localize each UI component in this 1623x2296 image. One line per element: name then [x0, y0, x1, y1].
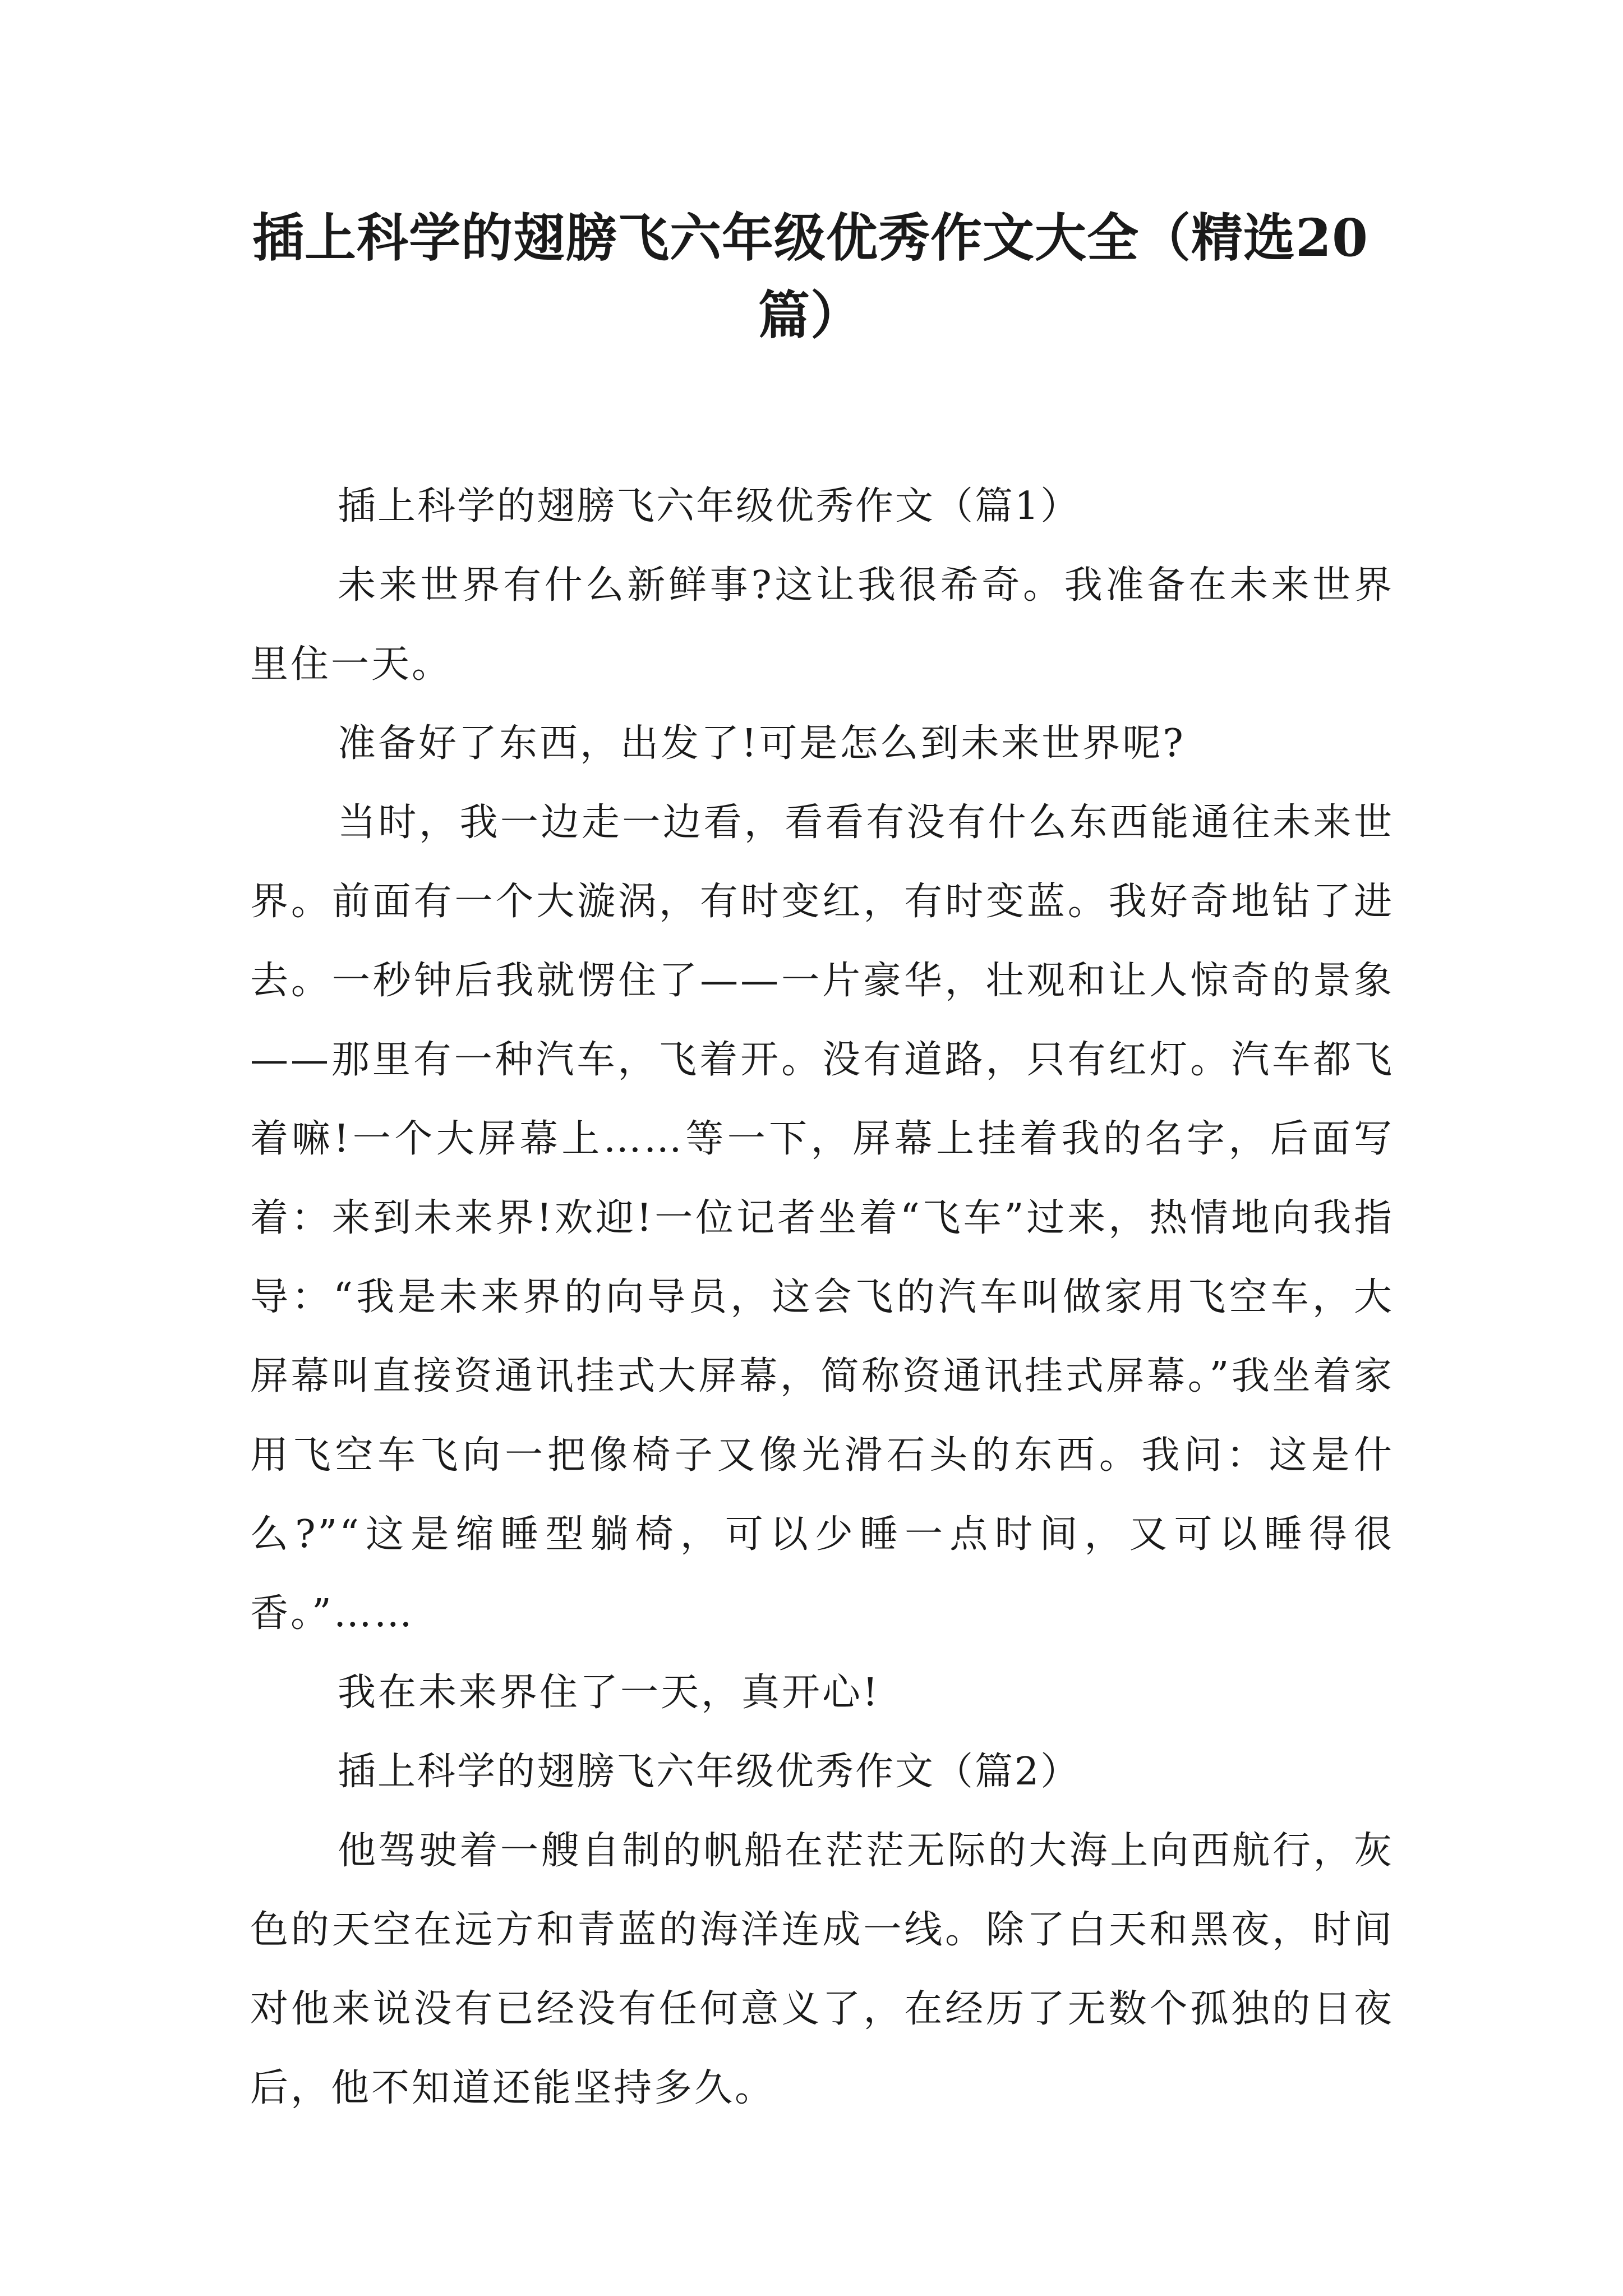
- document-title: 插上科学的翅膀飞六年级优秀作文大全（精选20篇）: [252, 208, 1369, 346]
- document-body: [250, 467, 1394, 2128]
- section-heading-1: 插上科学的翅膀飞六年级优秀作文（篇1）: [338, 484, 1081, 528]
- paragraph: 我在未来界住了一天，真开心!: [338, 1671, 880, 1715]
- paragraph: 他驾驶着一艘自制的帆船在茫茫无际的大海上向西航行，灰色的天空在远方和青蓝的海洋连成一线。除了白天和黑夜，时间对他来说没有已经没有任何意义了，在经历了无数个孤独的日夜后，他不知道还能坚持多久。: [250, 1829, 1394, 2110]
- paragraph: 未来世界有什么新鲜事?这让我很希奇。我准备在未来世界里住一天。: [250, 563, 1394, 687]
- paragraph: 当时，我一边走一边看，看看有没有什么东西能通往未来世界。前面有一个大漩涡，有时变红，有时变蓝。我好奇地钻了进去。一秒钟后我就愣住了——一片豪华，壮观和让人惊奇的景象——那里有一种汽车，飞着开。没有道路，只有红灯。汽车都飞着嘛!一个大屏幕上……等一下，屏幕上挂着我的名字，后面写着：来到未来界!欢迎!一位记者坐着“飞车”过来，热情地向我指导：“我是未来界的向导员，这会飞的汽车叫做家用飞空车，大屏幕叫直接资通讯挂式大屏幕，简称资通讯挂式屏幕。”我坐着家用飞空车飞向一把像椅子又像光滑石头的东西。我问：这是什么?”“这是缩睡型躺椅，可以少睡一点时间，又可以睡得很香。”……: [250, 800, 1394, 1636]
- paragraph: 准备好了东西，出发了!可是怎么到未来世界呢?: [338, 721, 1186, 766]
- section-heading-2: 插上科学的翅膀飞六年级优秀作文（篇2）: [338, 1750, 1081, 1794]
